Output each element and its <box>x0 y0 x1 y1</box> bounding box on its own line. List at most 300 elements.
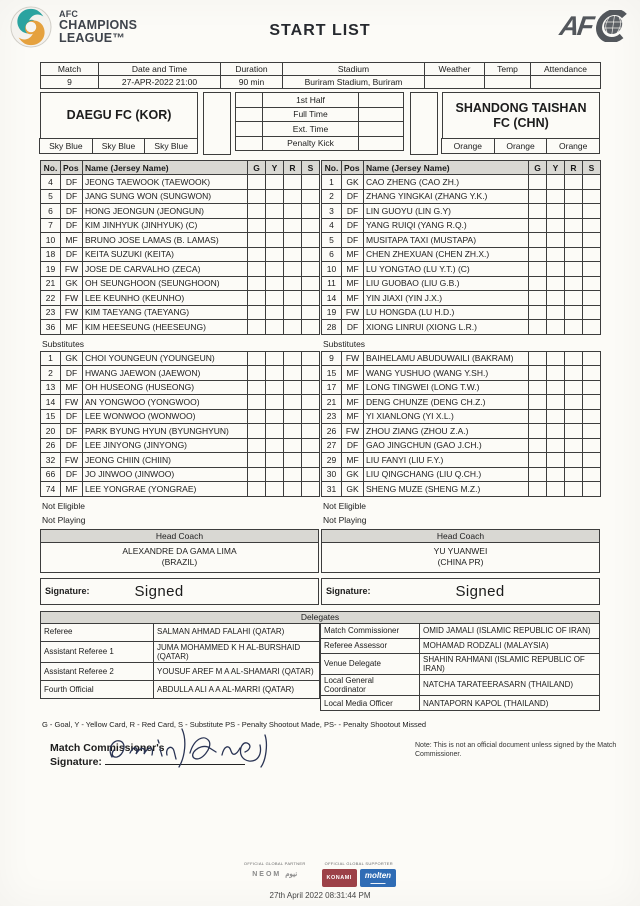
player-name: MUSITAPA TAXI (MUSTAPA) <box>364 233 529 248</box>
match-info-header-cell: Attendance <box>531 63 601 76</box>
player-name: LIN GUOYU (LIN G.Y) <box>364 204 529 219</box>
player-name: LIU QINGCHANG (LIU Q.CH.) <box>364 467 529 482</box>
substitute-cell <box>302 320 320 335</box>
official-name: JUMA MOHAMMED K H AL-BURSHAID (QATAR) <box>154 641 320 662</box>
head-coach-header: Head Coach <box>41 529 319 542</box>
official-role: Referee Assessor <box>321 638 420 653</box>
official-row <box>321 638 600 653</box>
yellow-card-cell <box>547 366 565 381</box>
player-row <box>322 453 601 468</box>
col-red: R <box>284 161 302 175</box>
player-row <box>41 467 320 482</box>
goal-cell <box>529 276 547 291</box>
yellow-card-cell <box>547 320 565 335</box>
substitute-cell <box>583 320 601 335</box>
yellow-card-cell <box>266 175 284 190</box>
match-info-header-cell: Duration <box>221 63 283 76</box>
player-position: DF <box>61 467 83 482</box>
player-row <box>322 276 601 291</box>
player-number: 19 <box>322 305 342 320</box>
player-row <box>322 380 601 395</box>
red-card-cell <box>565 218 583 233</box>
player-position: DF <box>342 204 364 219</box>
goal-cell <box>248 409 266 424</box>
substitute-cell <box>583 467 601 482</box>
player-name: BRUNO JOSE LAMAS (B. LAMAS) <box>83 233 248 248</box>
player-position: MF <box>342 276 364 291</box>
player-position: DF <box>61 409 83 424</box>
substitute-cell <box>583 262 601 277</box>
score-away-cell <box>358 136 404 152</box>
signature-label: Signature: <box>45 586 90 596</box>
red-card-cell <box>565 276 583 291</box>
player-name: LU HONGDA (LU H.D.) <box>364 305 529 320</box>
player-name: YANG RUIQI (YANG R.Q.) <box>364 218 529 233</box>
goal-cell <box>248 247 266 262</box>
goal-cell <box>248 175 266 190</box>
yellow-card-cell <box>266 424 284 439</box>
player-row <box>322 351 601 366</box>
yellow-card-cell <box>547 247 565 262</box>
player-name: OH HUSEONG (HUSEONG) <box>83 380 248 395</box>
player-number: 31 <box>322 482 342 497</box>
official-name: NATCHA TARATEERASARN (THAILAND) <box>420 674 600 695</box>
substitute-cell <box>583 233 601 248</box>
player-row <box>41 233 320 248</box>
yellow-card-cell <box>266 351 284 366</box>
substitute-cell <box>302 380 320 395</box>
red-card-cell <box>284 233 302 248</box>
delegates-section <box>40 611 600 712</box>
yellow-card-cell <box>266 189 284 204</box>
substitute-cell <box>583 175 601 190</box>
player-position: MF <box>342 262 364 277</box>
goal-cell <box>248 467 266 482</box>
substitute-cell <box>583 395 601 410</box>
goal-cell <box>529 218 547 233</box>
player-position: GK <box>342 467 364 482</box>
partner-label: OFFICIAL GLOBAL PARTNER <box>243 861 306 866</box>
official-name: MOHAMAD RODZALI (MALAYSIA) <box>420 638 600 653</box>
player-row <box>322 305 601 320</box>
document-footer <box>0 852 640 900</box>
red-card-cell <box>284 204 302 219</box>
player-name: KIM HEESEUNG (HEESEUNG) <box>83 320 248 335</box>
col-pos: Pos <box>342 161 364 175</box>
red-card-cell <box>565 424 583 439</box>
goal-cell <box>529 438 547 453</box>
player-name: HWANG JAEWON (JAEWON) <box>83 366 248 381</box>
home-team-block <box>40 92 198 155</box>
player-row <box>322 233 601 248</box>
player-row <box>322 247 601 262</box>
score-away-cell <box>358 107 404 123</box>
yellow-card-cell <box>547 276 565 291</box>
official-role: Assistant Referee 1 <box>41 641 154 662</box>
player-row <box>41 320 320 335</box>
away-starters-table <box>321 160 601 335</box>
player-position: MF <box>342 380 364 395</box>
red-card-cell <box>284 175 302 190</box>
substitute-cell <box>583 409 601 424</box>
substitute-cell <box>302 276 320 291</box>
goal-cell <box>529 453 547 468</box>
player-number: 15 <box>322 366 342 381</box>
substitute-cell <box>302 233 320 248</box>
player-position: FW <box>342 424 364 439</box>
supporter-label: OFFICIAL GLOBAL SUPPORTER <box>324 861 393 866</box>
goal-cell <box>248 305 266 320</box>
yellow-card-cell <box>266 482 284 497</box>
match-info-header-cell: Weather <box>425 63 485 76</box>
substitute-cell <box>583 305 601 320</box>
red-card-cell <box>565 438 583 453</box>
official-role: Referee <box>41 623 154 641</box>
player-number: 21 <box>322 395 342 410</box>
player-number: 10 <box>41 233 61 248</box>
official-name: ABDULLA ALI A A AL-MARRI (QATAR) <box>154 680 320 698</box>
goal-cell <box>248 351 266 366</box>
player-name: LEE KEUNHO (KEUNHO) <box>83 291 248 306</box>
red-card-cell <box>565 380 583 395</box>
red-card-cell <box>565 320 583 335</box>
substitute-cell <box>302 482 320 497</box>
match-info-header-cell: Stadium <box>283 63 425 76</box>
red-card-cell <box>284 467 302 482</box>
player-row <box>41 247 320 262</box>
substitute-cell <box>302 291 320 306</box>
goal-cell <box>529 189 547 204</box>
player-position: MF <box>61 482 83 497</box>
player-position: DF <box>342 438 364 453</box>
player-number: 18 <box>41 247 61 262</box>
col-yellow: Y <box>547 161 565 175</box>
red-card-cell <box>284 320 302 335</box>
goal-cell <box>248 204 266 219</box>
player-name: LEE WONWOO (WONWOO) <box>83 409 248 424</box>
player-number: 1 <box>41 351 61 366</box>
yellow-card-cell <box>547 438 565 453</box>
goal-cell <box>529 395 547 410</box>
player-name: WANG YUSHUO (WANG Y.SH.) <box>364 366 529 381</box>
substitute-cell <box>583 453 601 468</box>
afc-globe-icon <box>590 10 628 42</box>
away-signature-box <box>321 578 600 605</box>
away-team-block <box>442 92 600 155</box>
afc-logo-text: AF <box>557 10 595 41</box>
player-row <box>41 438 320 453</box>
official-row <box>41 662 320 680</box>
player-position: DF <box>61 175 83 190</box>
player-position: MF <box>61 233 83 248</box>
player-number: 19 <box>41 262 61 277</box>
goal-cell <box>248 366 266 381</box>
page-title: START LIST <box>269 22 371 39</box>
abbreviation-legend: G - Goal, Y - Yellow Card, R - Red Card, S - Substitute PS - Penalty Shootout Made, PS- - Penalty Shootout Missed <box>42 720 427 730</box>
score-home-cell <box>235 136 263 152</box>
red-card-cell <box>565 453 583 468</box>
kit-color-cell: Orange <box>441 138 495 154</box>
signature-label: Signature: <box>326 586 371 596</box>
yellow-card-cell <box>266 305 284 320</box>
player-row <box>322 409 601 424</box>
yellow-card-cell <box>547 204 565 219</box>
substitutes-label: Substitutes <box>323 338 366 349</box>
goal-cell <box>248 218 266 233</box>
player-row <box>41 305 320 320</box>
head-coach-header: Head Coach <box>322 529 600 542</box>
yellow-card-cell <box>266 204 284 219</box>
player-name: YI XIANLONG (YI X.L.) <box>364 409 529 424</box>
player-position: DF <box>342 320 364 335</box>
goal-cell <box>248 276 266 291</box>
player-row <box>322 204 601 219</box>
substitute-cell <box>302 351 320 366</box>
goal-cell <box>529 305 547 320</box>
player-number: 7 <box>41 218 61 233</box>
player-name: JANG SUNG WON (SUNGWON) <box>83 189 248 204</box>
player-position: DF <box>342 189 364 204</box>
player-number: 11 <box>322 276 342 291</box>
player-number: 10 <box>322 262 342 277</box>
head-coach-name: YU YUANWEI (CHINA PR) <box>322 542 600 572</box>
player-position: DF <box>342 218 364 233</box>
goal-cell <box>248 291 266 306</box>
score-row <box>235 136 405 152</box>
player-row <box>322 424 601 439</box>
acl-logo-text: AFC CHAMPIONS LEAGUE™ <box>59 8 138 45</box>
goal-cell <box>529 247 547 262</box>
red-card-cell <box>565 366 583 381</box>
head-coach-name: ALEXANDRE DA GAMA LIMA (BRAZIL) <box>41 542 319 572</box>
yellow-card-cell <box>547 380 565 395</box>
yellow-card-cell <box>266 380 284 395</box>
goal-cell <box>529 175 547 190</box>
substitute-cell <box>302 305 320 320</box>
player-row <box>41 291 320 306</box>
col-goal: G <box>529 161 547 175</box>
match-info-table <box>40 62 601 89</box>
substitute-cell <box>302 175 320 190</box>
not-playing-label: Not Playing <box>323 514 367 525</box>
col-sub: S <box>302 161 320 175</box>
player-position: MF <box>342 247 364 262</box>
player-number: 20 <box>41 424 61 439</box>
player-position: FW <box>342 351 364 366</box>
player-number: 2 <box>322 189 342 204</box>
substitute-cell <box>302 409 320 424</box>
red-card-cell <box>565 247 583 262</box>
red-card-cell <box>565 233 583 248</box>
yellow-card-cell <box>547 291 565 306</box>
player-row <box>322 291 601 306</box>
yellow-card-cell <box>547 424 565 439</box>
red-card-cell <box>565 204 583 219</box>
red-card-cell <box>284 366 302 381</box>
player-name: BAIHELAMU ABUDUWAILI (BAKRAM) <box>364 351 529 366</box>
goal-cell <box>529 262 547 277</box>
goal-cell <box>248 320 266 335</box>
match-info-header-cell: Date and Time <box>99 63 221 76</box>
commissioner-signature <box>102 725 277 771</box>
goal-cell <box>529 424 547 439</box>
player-position: DF <box>61 204 83 219</box>
home-kit-colors <box>40 138 198 154</box>
home-substitutes-table <box>40 351 320 497</box>
player-number: 13 <box>41 380 61 395</box>
goal-cell <box>248 482 266 497</box>
official-row <box>321 653 600 674</box>
player-number: 32 <box>41 453 61 468</box>
goal-cell <box>248 233 266 248</box>
print-timestamp: 27th April 2022 08:31:44 PM <box>269 891 371 900</box>
player-number: 15 <box>41 409 61 424</box>
official-name: YOUSUF AREF M A AL-SHAMARI (QATAR) <box>154 662 320 680</box>
home-starters-table <box>40 160 320 335</box>
substitute-cell <box>583 380 601 395</box>
player-position: FW <box>61 453 83 468</box>
substitute-cell <box>583 189 601 204</box>
yellow-card-cell <box>266 320 284 335</box>
home-squad <box>40 160 319 605</box>
player-position: DF <box>61 438 83 453</box>
player-number: 22 <box>41 291 61 306</box>
red-card-cell <box>284 438 302 453</box>
delegate-officials-table <box>320 623 600 712</box>
player-number: 4 <box>322 218 342 233</box>
away-score-column <box>410 92 438 155</box>
substitute-cell <box>302 467 320 482</box>
player-number: 23 <box>322 409 342 424</box>
player-row <box>322 189 601 204</box>
substitute-cell <box>583 291 601 306</box>
red-card-cell <box>565 262 583 277</box>
player-row <box>322 320 601 335</box>
kit-color-cell: Sky Blue <box>144 138 198 154</box>
player-row <box>41 276 320 291</box>
away-team-name: SHANDONG TAISHAN FC (CHN) <box>442 92 600 139</box>
goal-cell <box>248 453 266 468</box>
player-position: MF <box>342 366 364 381</box>
substitute-cell <box>302 453 320 468</box>
official-row <box>41 641 320 662</box>
red-card-cell <box>565 351 583 366</box>
player-number: 29 <box>322 453 342 468</box>
player-position: DF <box>61 366 83 381</box>
player-position: DF <box>61 189 83 204</box>
player-position: MF <box>61 380 83 395</box>
player-position: DF <box>61 218 83 233</box>
goal-cell <box>248 438 266 453</box>
commissioner-signature-block <box>50 741 640 769</box>
player-position: DF <box>61 247 83 262</box>
goal-cell <box>529 291 547 306</box>
player-number: 30 <box>322 467 342 482</box>
official-name: SALMAN AHMAD FALAHI (QATAR) <box>154 623 320 641</box>
player-row <box>41 409 320 424</box>
red-card-cell <box>565 291 583 306</box>
substitute-cell <box>583 438 601 453</box>
score-row <box>235 92 405 108</box>
goal-cell <box>529 482 547 497</box>
player-row <box>41 453 320 468</box>
player-number: 17 <box>322 380 342 395</box>
player-position: MF <box>342 453 364 468</box>
goal-cell <box>529 409 547 424</box>
player-position: FW <box>61 262 83 277</box>
score-box <box>235 92 405 155</box>
substitute-cell <box>302 395 320 410</box>
neom-logo: NEOM نيوم <box>252 871 298 878</box>
player-row <box>322 438 601 453</box>
not-eligible-label: Not Eligible <box>323 500 366 511</box>
player-name: PARK BYUNG HYUN (BYUNGHYUN) <box>83 424 248 439</box>
sponsor-row <box>244 861 396 887</box>
substitute-cell <box>583 247 601 262</box>
global-supporter-block <box>322 861 397 887</box>
yellow-card-cell <box>266 247 284 262</box>
player-number: 3 <box>322 204 342 219</box>
goal-cell <box>529 351 547 366</box>
player-position: FW <box>61 305 83 320</box>
player-number: 6 <box>322 247 342 262</box>
player-position: DF <box>61 424 83 439</box>
yellow-card-cell <box>547 175 565 190</box>
player-number: 4 <box>41 175 61 190</box>
player-position: DF <box>342 233 364 248</box>
signature-value: Signed <box>134 582 184 600</box>
goal-cell <box>529 467 547 482</box>
red-card-cell <box>284 351 302 366</box>
player-name: LONG TINGWEI (LONG T.W.) <box>364 380 529 395</box>
yellow-card-cell <box>547 351 565 366</box>
player-name: CHEN ZHEXUAN (CHEN ZH.X.) <box>364 247 529 262</box>
squad-lists <box>40 160 600 605</box>
away-coach-table <box>321 529 600 573</box>
player-name: LIU GUOBAO (LIU G.B.) <box>364 276 529 291</box>
substitute-cell <box>302 204 320 219</box>
player-row <box>41 262 320 277</box>
red-card-cell <box>565 305 583 320</box>
player-name: ZHANG YINGKAI (ZHANG Y.K.) <box>364 189 529 204</box>
col-yellow: Y <box>266 161 284 175</box>
match-info-header-cell: Match <box>41 63 99 76</box>
red-card-cell <box>284 380 302 395</box>
delegates-body <box>40 623 600 712</box>
player-name: AN YONGWOO (YONGWOO) <box>83 395 248 410</box>
official-row <box>41 680 320 698</box>
player-number: 9 <box>322 351 342 366</box>
commissioner-signature-label: Match Commissioner's Signature: <box>50 741 300 769</box>
goal-cell <box>248 380 266 395</box>
goal-cell <box>529 233 547 248</box>
official-role: Match Commissioner <box>321 623 420 638</box>
player-number: 21 <box>41 276 61 291</box>
kit-color-cell: Sky Blue <box>92 138 146 154</box>
away-squad <box>321 160 600 605</box>
player-row <box>41 351 320 366</box>
substitute-cell <box>302 438 320 453</box>
official-role: Fourth Official <box>41 680 154 698</box>
red-card-cell <box>565 482 583 497</box>
home-team-name: DAEGU FC (KOR) <box>40 92 198 139</box>
red-card-cell <box>284 218 302 233</box>
home-signature-box <box>40 578 319 605</box>
official-role: Assistant Referee 2 <box>41 662 154 680</box>
yellow-card-cell <box>547 395 565 410</box>
player-row <box>41 175 320 190</box>
teams-band <box>40 92 600 155</box>
